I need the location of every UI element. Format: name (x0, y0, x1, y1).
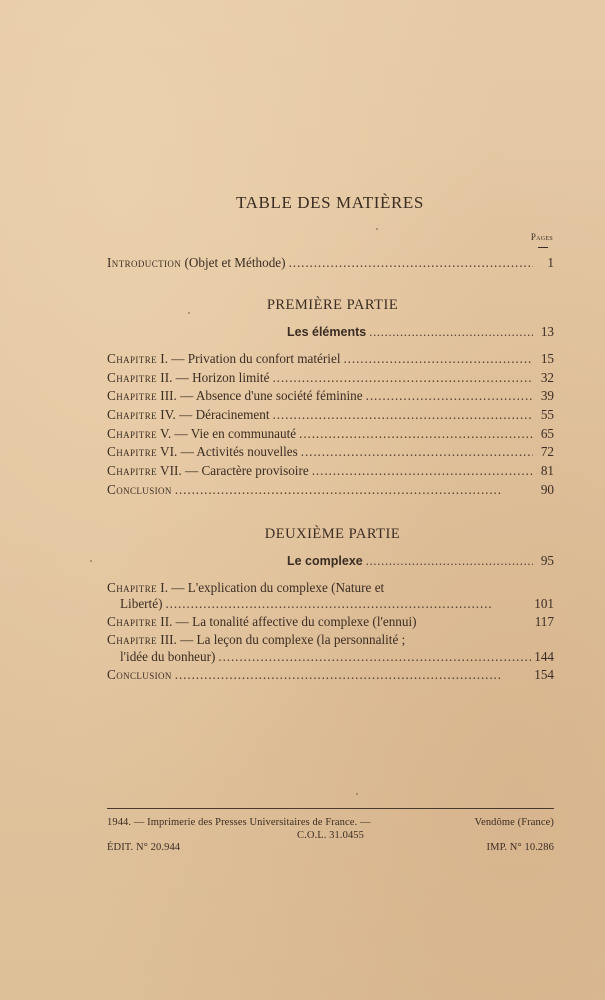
toc-entry-p2-chapter-1-line2: Liberté) . . . 101 (120, 596, 554, 612)
toc-entry-chapter-3: Chapitre III. — Absence d'une société féminine . . . 39 (107, 388, 554, 404)
part-title-2: DEUXIÈME PARTIE (264, 526, 401, 542)
dot-leader (312, 463, 533, 479)
paper-speck (356, 793, 358, 795)
edit-number: ÉDIT. N° 20.944 (107, 842, 181, 853)
page-number: 81 (540, 463, 554, 478)
printer-imprint: 1944. — Imprimerie des Presses Universitaires de France. — Vendôme (France) (107, 817, 554, 828)
section-label: Les éléments (287, 325, 367, 339)
toc-entry-conclusion-2: Conclusion . . . 154 (107, 667, 554, 683)
imp-number: IMP. N° 10.286 (486, 842, 554, 853)
page-number: 13 (540, 324, 554, 339)
pages-column-rule (538, 247, 548, 248)
toc-entry-p2-chapter-3-line1: Chapitre III. — La leçon du complexe (la personnalité ; (107, 632, 406, 647)
page-number: 101 (534, 596, 554, 611)
toc-entry-chapter-6: Chapitre VI. — Activités nouvelles . . . 72 (107, 444, 554, 460)
page-number: 95 (540, 553, 554, 568)
toc-entry-chapter-7: Chapitre VII. — Caractère provisoire . . . 81 (107, 463, 554, 479)
pages-column-label: Pages (530, 232, 553, 242)
dot-leader (273, 407, 533, 423)
dot-leader (343, 351, 533, 367)
dot-leader (165, 596, 531, 612)
dot-leader (299, 426, 533, 442)
dot-leader (272, 370, 533, 386)
toc-entry-p2-chapter-2: Chapitre II. — La tonalité affective du complexe (l'ennui) 117 (107, 614, 554, 629)
dot-leader (366, 388, 533, 404)
edition-numbers (107, 842, 554, 853)
dot-leader (369, 324, 533, 340)
toc-entry-chapter-1: Chapitre I. — Privation du confort matériel . . . 15 (107, 351, 554, 367)
part-title-1: PREMIÈRE PARTIE (266, 297, 399, 313)
toc-entry-introduction (107, 255, 554, 271)
toc-entry-chapter-5: Chapitre V. — Vie en communauté . . . 65 (107, 426, 554, 442)
page-number: 39 (540, 388, 554, 403)
footer-rule (107, 808, 554, 809)
dot-leader (366, 553, 533, 569)
paper-speck (90, 560, 92, 562)
page-number: 117 (534, 614, 554, 629)
page-number: 154 (534, 667, 554, 682)
toc-entry-conclusion-1: Conclusion . . . 90 (107, 482, 554, 498)
page-number: 32 (540, 370, 554, 385)
toc-entry-chapter-4: Chapitre IV. — Déracinement . . . 55 (107, 407, 554, 423)
toc-entry-chapter-2: Chapitre II. — Horizon limité . . . 32 (107, 370, 554, 386)
page-title: TABLE DES MATIÈRES (236, 193, 424, 212)
section-label: Le complexe (287, 554, 363, 568)
paper-speck (188, 312, 190, 314)
dot-leader (289, 255, 533, 271)
dot-leader (175, 482, 533, 498)
page-number: 144 (534, 649, 554, 664)
entry-label: Introduction (Objet et Méthode) (107, 255, 286, 270)
toc-entry-p2-chapter-1-line1: Chapitre I. — L'explication du complexe (Nature et (107, 580, 385, 595)
col-number: C.O.L. 31.0455 (296, 830, 365, 841)
dot-leader (301, 444, 533, 460)
page-number: 90 (540, 482, 554, 497)
page-number: 15 (540, 351, 554, 366)
dot-leader (218, 649, 531, 665)
page-number: 72 (540, 444, 554, 459)
toc-entry-p2-chapter-3-line2: l'idée du bonheur) . . . 144 (120, 649, 554, 665)
page-number: 65 (540, 426, 554, 441)
paper-speck (376, 228, 378, 230)
toc-section-elements (287, 324, 554, 340)
dot-leader (175, 667, 531, 683)
page-number: 1 (547, 255, 554, 270)
toc-section-complexe (287, 553, 554, 569)
page-number: 55 (540, 407, 554, 422)
